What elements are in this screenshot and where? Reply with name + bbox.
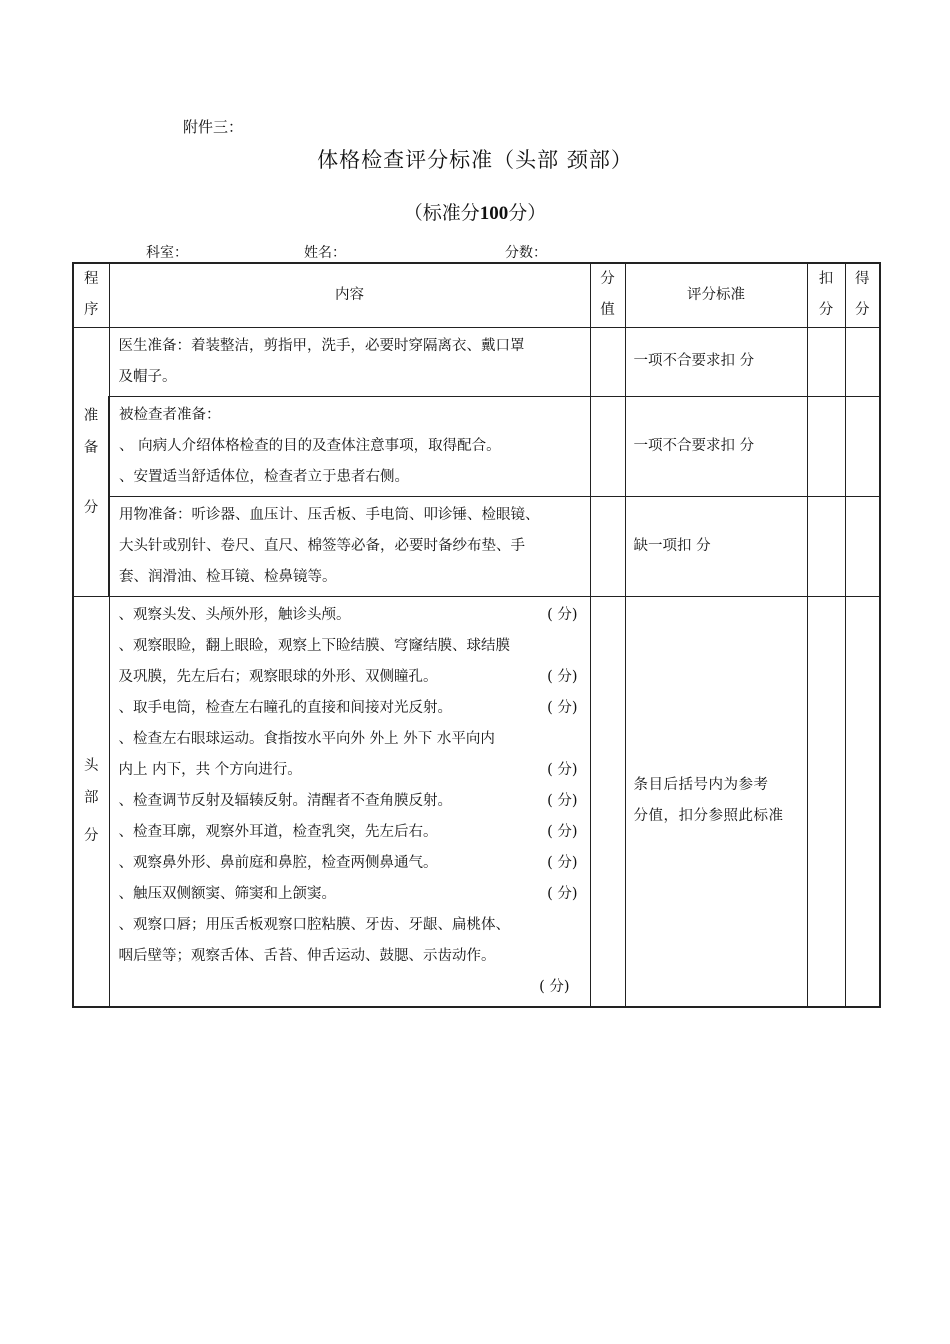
item-text: 、观察口唇；用压舌板观察口腔粘膜、牙齿、牙龈、扁桃体、	[118, 916, 510, 933]
header-content: 内容	[109, 263, 590, 327]
header-value-2: 值	[600, 302, 615, 319]
content-line	[119, 662, 582, 693]
content-line	[119, 786, 582, 817]
item-score	[578, 941, 582, 972]
section-char: 部	[84, 790, 99, 806]
content-line: 用物准备：听诊器、血压计、压舌板、手电筒、叩诊锤、检眼镜、	[119, 506, 540, 523]
content-line	[119, 817, 582, 848]
item-text: 、检查耳廓，观察外耳道，检查乳突，先左后右。	[118, 823, 438, 840]
section-label-prep	[73, 327, 109, 596]
section-char: 备	[83, 439, 99, 456]
content-line	[119, 724, 582, 755]
item-text: 及巩膜，先左后右；观察眼球的外形、双侧瞳孔。	[118, 668, 438, 685]
obtained-cell	[845, 327, 880, 396]
subtitle-number: 100	[479, 203, 509, 224]
item-text: 、取手电筒，检查左右瞳孔的直接和间接对光反射。	[118, 699, 452, 716]
item-score: ( 分)	[547, 761, 578, 778]
item-score	[578, 631, 582, 662]
criteria-cell: 一项不合要求扣 分	[625, 396, 807, 496]
item-score: ( 分)	[547, 668, 578, 685]
header-obtained-1: 得	[855, 271, 870, 288]
header-deduct-1: 扣	[818, 271, 834, 288]
header-criteria: 评分标准	[625, 263, 807, 327]
subtitle-suffix: 分）	[508, 202, 547, 224]
section-char: 分	[83, 499, 99, 516]
table-header-row	[73, 263, 880, 327]
criteria-cell: 一项不合要求扣 分	[625, 327, 807, 396]
deduct-cell	[807, 596, 845, 1007]
scoring-table	[72, 262, 881, 1008]
content-line	[119, 941, 582, 972]
name-field: 姓名：	[304, 245, 346, 261]
value-cell	[590, 396, 625, 496]
header-value	[590, 263, 625, 327]
item-score: ( 分)	[547, 606, 578, 623]
table-row	[73, 327, 880, 396]
item-score: ( 分)	[547, 854, 578, 871]
item-text: 、观察眼睑，翻上眼睑，观察上下睑结膜、穹窿结膜、球结膜	[118, 637, 510, 654]
header-procedure-1: 程	[84, 271, 99, 288]
header-value-1: 分	[600, 271, 615, 288]
criteria-cell: 缺一项扣 分	[625, 496, 807, 596]
content-line	[119, 600, 582, 631]
content-line: 大头针或别针、卷尺、直尺、棉签等必备，必要时备纱布垫、手	[119, 537, 525, 554]
section-char: 准	[83, 407, 99, 424]
value-cell	[590, 327, 625, 396]
section-char: 分	[84, 828, 99, 844]
content-line	[119, 910, 582, 941]
item-text: 内上 内下，共 个方向进行。	[118, 761, 302, 778]
deduct-cell	[807, 496, 845, 596]
content-cell	[109, 327, 590, 396]
content-line	[119, 631, 582, 662]
value-cell	[590, 496, 625, 596]
content-cell	[109, 396, 590, 496]
header-procedure	[73, 263, 109, 327]
criteria-line: 分值，扣分参照此标准	[633, 808, 784, 824]
item-text: 、检查调节反射及辐辏反射。清醒者不查角膜反射。	[118, 792, 452, 809]
item-text: 咽后壁等；观察舌体、舌苔、伸舌运动、鼓腮、示齿动作。	[118, 947, 496, 964]
section-label-head	[73, 596, 109, 1007]
item-text: 、触压双侧额窦、筛窦和上颌窦。	[118, 885, 336, 902]
item-text: 、检查左右眼球运动。食指按水平向外 外上 外下 水平向内	[118, 730, 495, 747]
content-line: 、安置适当舒适体位，检查者立于患者右侧。	[119, 468, 409, 485]
item-score	[578, 910, 582, 941]
content-line: 被检查者准备：	[119, 406, 221, 423]
value-cell	[590, 596, 625, 1007]
item-text: 、观察鼻外形、鼻前庭和鼻腔，检查两侧鼻通气。	[118, 854, 438, 871]
obtained-cell	[845, 596, 880, 1007]
criteria-cell	[625, 596, 807, 1007]
content-cell	[109, 596, 590, 1007]
score-field: 分数：	[505, 245, 547, 261]
content-line	[119, 879, 582, 910]
header-deduct-2: 分	[818, 302, 834, 319]
content-line	[119, 693, 582, 724]
attachment-label: 附件三：	[183, 118, 244, 136]
content-line: 及帽子。	[118, 368, 177, 385]
content-line: 套、润滑油、检耳镜、检鼻镜等。	[119, 568, 337, 585]
item-score: ( 分)	[547, 885, 578, 902]
item-score: ( 分)	[547, 823, 578, 840]
item-score: ( 分)	[539, 978, 570, 995]
criteria-line: 条目后括号内为参考	[633, 777, 769, 793]
item-score	[578, 724, 582, 755]
header-procedure-2: 序	[84, 302, 99, 319]
item-score: ( 分)	[547, 792, 578, 809]
content-line: 、 向病人介绍体格检查的目的及查体注意事项，取得配合。	[119, 437, 501, 454]
deduct-cell	[807, 327, 845, 396]
obtained-cell	[845, 496, 880, 596]
standard-score	[0, 198, 950, 225]
header-obtained	[845, 263, 880, 327]
section-char: 头	[84, 758, 99, 774]
content-line: 医生准备：着装整洁，剪指甲，洗手，必要时穿隔离衣、戴口罩	[118, 337, 525, 354]
content-cell	[109, 496, 590, 596]
deduct-cell	[807, 396, 845, 496]
content-line	[119, 848, 582, 879]
content-line	[119, 755, 582, 786]
item-score: ( 分)	[547, 699, 578, 716]
table-row	[73, 596, 880, 1007]
obtained-cell	[845, 396, 880, 496]
header-obtained-2: 分	[855, 302, 870, 319]
item-text: 、观察头发、头颅外形，触诊头颅。	[118, 606, 351, 623]
department-field: 科室：	[146, 245, 188, 261]
table-row	[73, 396, 880, 496]
page-title: 体格检查评分标准（头部 颈部）	[317, 148, 633, 172]
header-deduct	[807, 263, 845, 327]
subtitle-prefix: （标准分	[403, 202, 480, 224]
table-row	[73, 496, 880, 596]
